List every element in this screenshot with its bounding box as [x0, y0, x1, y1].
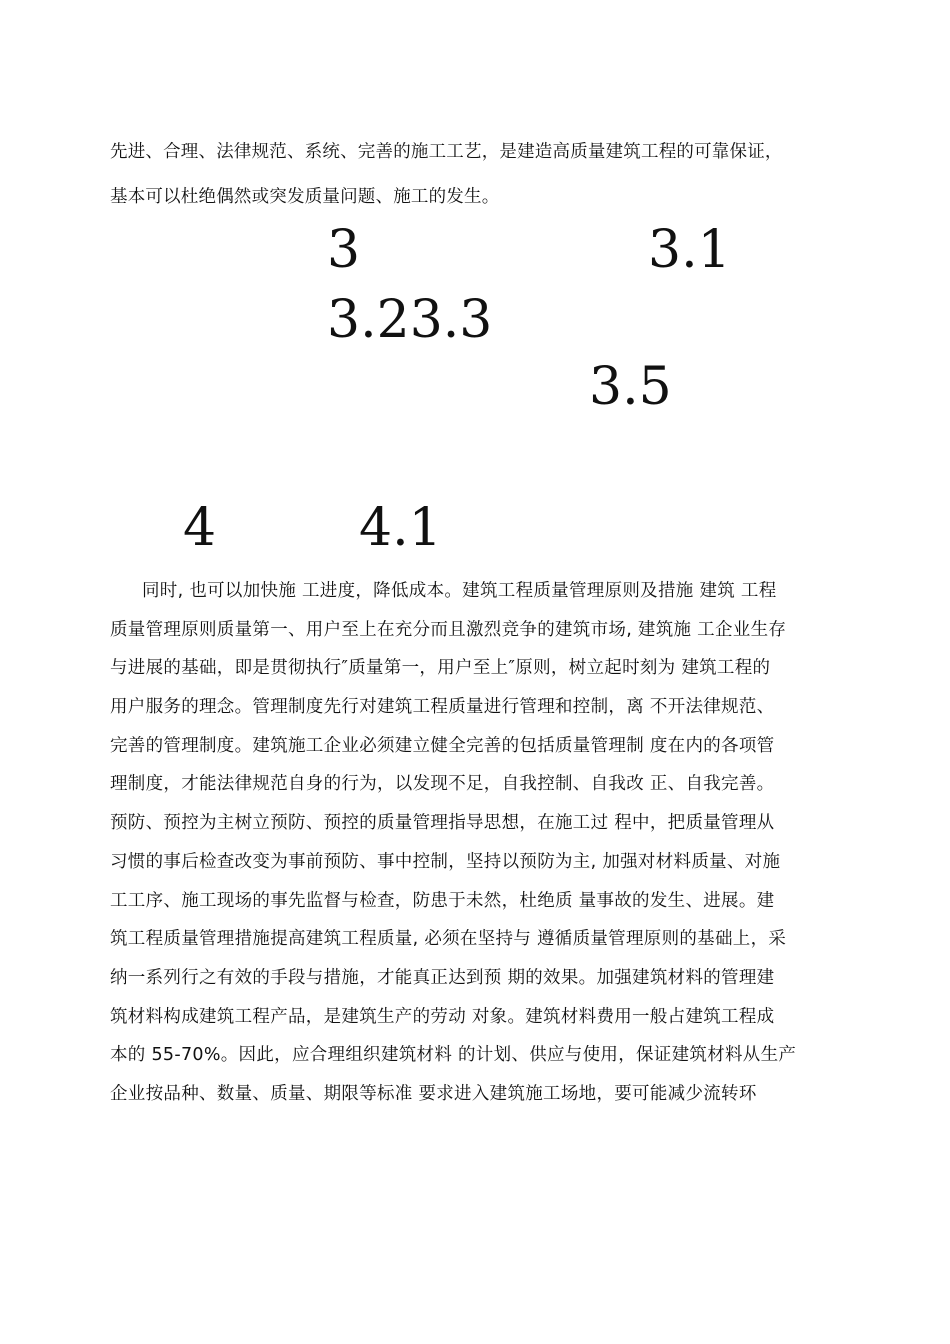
body-line: 筑材料构成建筑工程产品，是建筑生产的劳动 对象。建筑材料费用一般占建筑工程成 — [110, 1006, 775, 1027]
body-line: 理制度，才能法律规范自身的行为，以发现不足，自我控制、自我改 正、自我完善。 — [110, 774, 775, 795]
body-line: 企业按品种、数量、质量、期限等标准 要求进入建筑施工场地，要可能减少流转环 — [110, 1083, 757, 1104]
body-paragraph — [110, 572, 850, 1114]
heading-3: 3 — [327, 220, 361, 280]
intro-line-1: 先进、合理、法律规范、系统、完善的施工工艺，是建造高质量建筑工程的可靠保证， — [110, 142, 783, 162]
heading-3-5: 3.5 — [589, 357, 672, 417]
body-line: 与进展的基础，即是贯彻执行″质量第一，用户至上″原则，树立起时刻为 建筑工程的 — [110, 658, 771, 679]
body-line: 用户服务的理念。管理制度先行对建筑工程质量进行管理和控制，离 不开法律规范、 — [110, 697, 775, 718]
body-line: 质量管理原则质量第一、用户至上在充分而且激烈竞争的建筑市场, 建筑施 工企业生存 — [110, 619, 787, 640]
body-line: 同时, 也可以加快施 工进度，降低成本。建筑工程质量管理原则及措施 建筑 工程 — [142, 581, 777, 601]
body-line: 纳一系列行之有效的手段与措施，才能真正达到预 期的效果。加强建筑材料的管理建 — [110, 967, 775, 988]
heading-3-1: 3.1 — [648, 220, 731, 280]
heading-4: 4 — [183, 498, 217, 558]
body-line: 筑工程质量管理措施提高建筑工程质量, 必须在坚持与 遵循质量管理原则的基础上，采 — [110, 929, 787, 950]
body-line: 预防、预控为主树立预防、预控的质量管理指导思想，在施工过 程中，把质量管理从 — [110, 813, 775, 834]
heading-4-1: 4.1 — [359, 498, 442, 558]
body-line: 习惯的事后检查改变为事前预防、事中控制，坚持以预防为主, 加强对材料质量、对施 — [110, 851, 781, 872]
body-line: 完善的管理制度。建筑施工企业必须建立健全完善的包括质量管理制 度在内的各项管 — [110, 735, 775, 756]
body-line: 工工序、施工现场的事先监督与检查，防患于未然，杜绝质 量事故的发生、进展。建 — [110, 890, 775, 911]
heading-3-2-3-3: 3.23.3 — [327, 290, 493, 350]
intro-line-2: 基本可以杜绝偶然或突发质量问题、施工的发生。 — [110, 187, 500, 207]
body-line: 本的 55-70%。因此，应合理组织建筑材料 的计划、供应与使用，保证建筑材料从生产 — [110, 1045, 797, 1066]
